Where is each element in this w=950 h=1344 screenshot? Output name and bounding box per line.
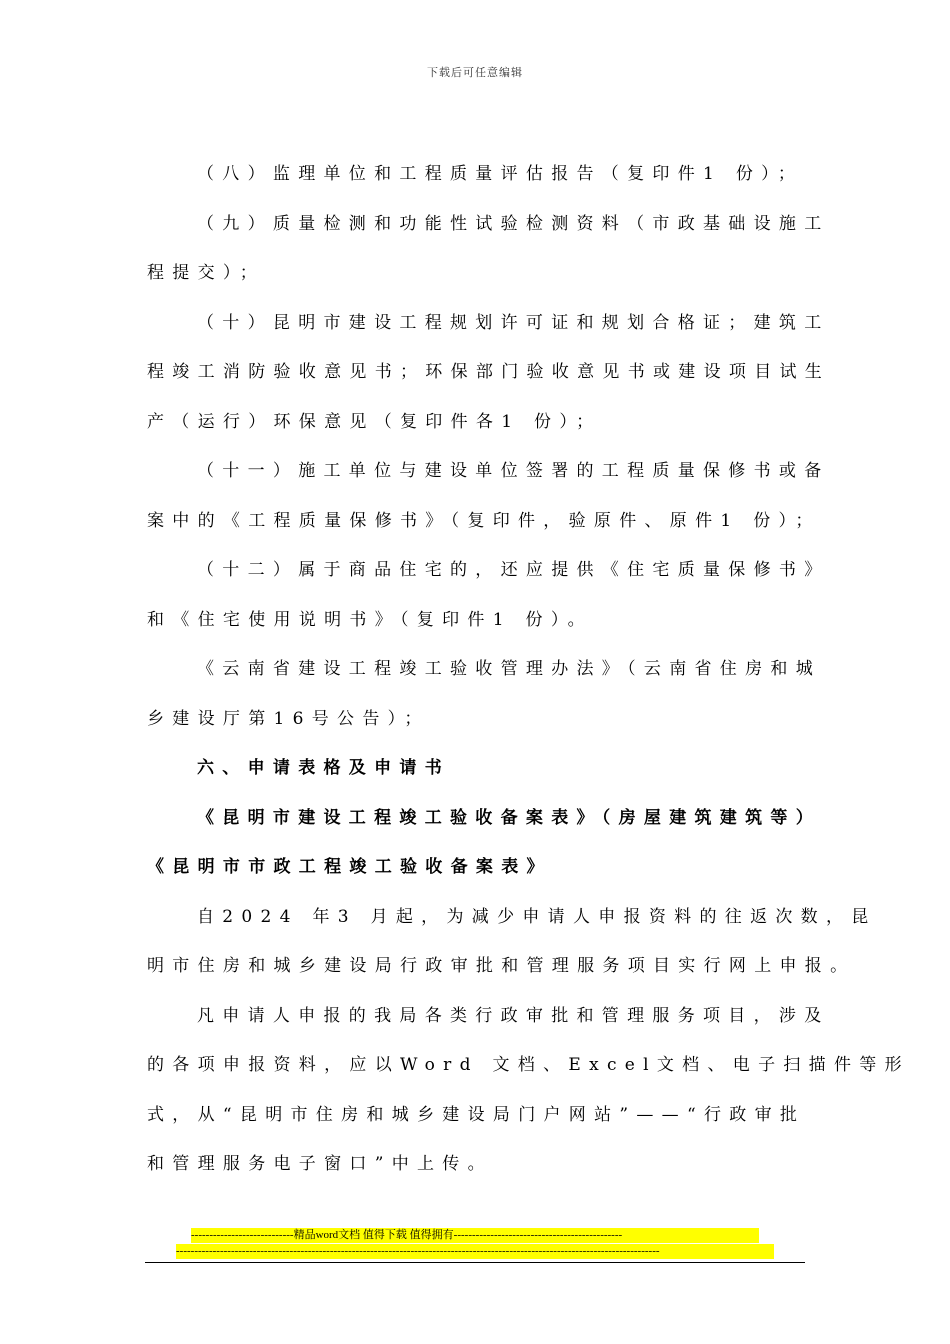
paragraph-line: 明市住房和城乡建设局行政审批和管理服务项目实行网上申报。 (147, 956, 856, 976)
paragraph-line: 式，从“昆明市住房和城乡建设局门户网站”——“行政审批 (147, 1104, 806, 1125)
section-heading: 六、申请表格及申请书 (197, 758, 450, 778)
paragraph-line: 《云南省建设工程竣工验收管理办法》（云南省住房和城 (197, 659, 821, 679)
paragraph-line: 程提交）； (147, 263, 265, 283)
paragraph-line: 和管理服务电子窗口”中上传。 (147, 1154, 493, 1174)
page-header: 下载后可任意编辑 (427, 66, 523, 79)
paragraph-line: （十一）施工单位与建设单位签署的工程质量保修书或备 (197, 461, 830, 481)
footer-divider (145, 1262, 805, 1263)
paragraph-line: 自2024 年3 月起，为减少申请人申报资料的往返次数，昆 (197, 906, 877, 927)
paragraph-line: （十二）属于商品住宅的，还应提供《住宅质量保修书》 (197, 560, 830, 580)
paragraph-line: 的各项申报资料，应以Word 文档、Excel文档、电子扫描件等形 (147, 1055, 910, 1075)
paragraph-line: 案中的《工程质量保修书》（复印件，验原件、原件1 份）； (147, 510, 821, 531)
paragraph-line: 乡建设厅第16号公告）； (147, 708, 430, 729)
form-title: 《昆明市市政工程竣工验收备案表》 (147, 857, 552, 877)
document-body (147, 150, 910, 1190)
paragraph-line: 和《住宅使用说明书》（复印件1 份）。 (147, 609, 593, 630)
footer-banner: ----------------------------精品word文档 值得下载 值得拥有---------------------------------------------- (191, 1228, 759, 1243)
paragraph-line: （八）监理单位和工程质量评估报告（复印件1 份）； (197, 164, 804, 184)
paragraph-line: （九）质量检测和功能性试验检测资料（市政基础设施工 (197, 213, 830, 234)
form-title: 《昆明市建设工程竣工验收备案表》（房屋建筑建筑等） (197, 807, 821, 828)
paragraph-line: 产（运行）环保意见（复印件各1 份）； (147, 411, 602, 432)
footer-dash-line: ------------------------------------------------------------------------------------------------------------------------------------ (176, 1244, 774, 1259)
paragraph-line: 凡申请人申报的我局各类行政审批和管理服务项目，涉及 (197, 1005, 830, 1026)
paragraph-line: 程竣工消防验收意见书；环保部门验收意见书或建设项目试生 (147, 362, 831, 382)
paragraph-line: （十）昆明市建设工程规划许可证和规划合格证；建筑工 (197, 312, 830, 333)
